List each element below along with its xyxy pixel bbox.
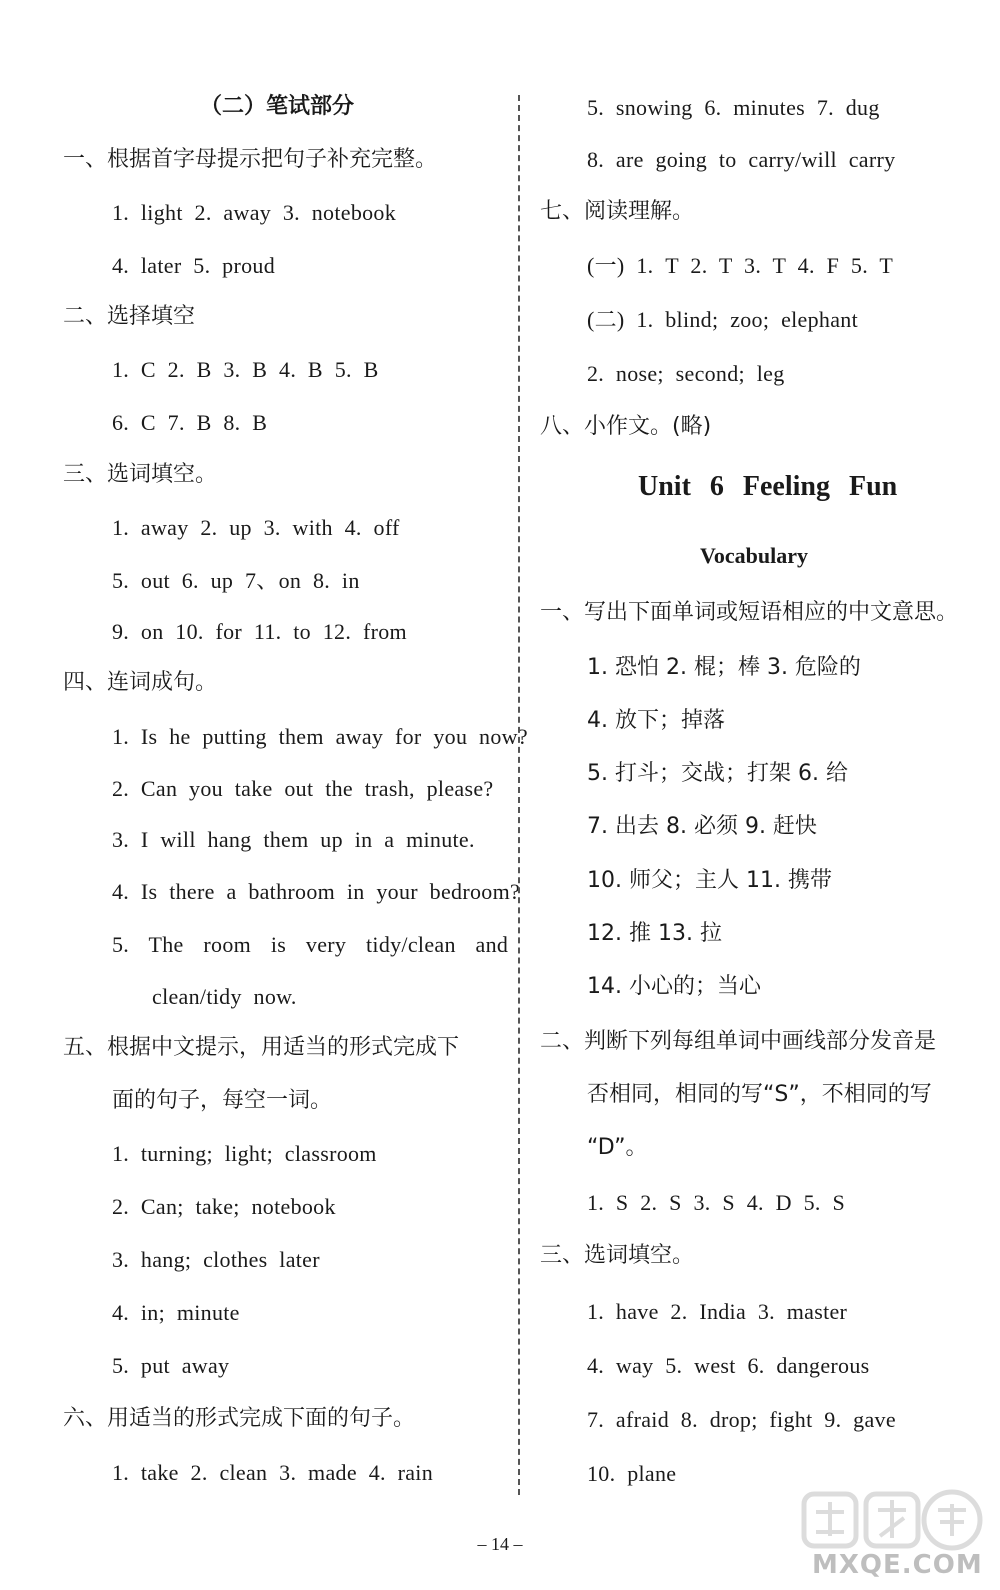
v3-heading: 三、选词填空。 [540, 1243, 695, 1268]
v2-heading: “D”。 [587, 1135, 648, 1160]
v1-answer-line: 14. 小心的；当心 [587, 974, 761, 999]
q5-answer-line: 4. in; minute [112, 1300, 240, 1325]
page-number: – 14 – [477, 1534, 523, 1554]
vocabulary-title: Vocabulary [700, 543, 808, 568]
q4-heading: 四、连词成句。 [63, 670, 218, 695]
unit-title: Unit 6 Feeling Fun [638, 471, 898, 502]
q7-answer-line: (二) 1. blind; zoo; elephant [587, 307, 858, 332]
q5-answer-line: 2. Can; take; notebook [112, 1194, 336, 1219]
v3-answer-line: 10. plane [587, 1461, 677, 1486]
q4-answer-line: 3. I will hang them up in a minute. [112, 827, 475, 852]
v1-answer-line: 12. 推 13. 拉 [587, 921, 722, 946]
q5-answer-line: 1. turning; light; classroom [112, 1141, 377, 1166]
v1-answer-line: 10. 师父；主人 11. 携带 [587, 868, 832, 893]
q7-answer-line: 2. nose; second; leg [587, 361, 785, 386]
q4-answer-line: 5. The room is very tidy/clean and [112, 932, 509, 957]
q1-heading: 一、根据首字母提示把句子补充完整。 [63, 147, 438, 172]
q2-answer-line: 6. C 7. B 8. B [112, 410, 268, 435]
q1-answer-line: 4. later 5. proud [112, 253, 276, 278]
q6-answer-line: 5. snowing 6. minutes 7. dug [587, 95, 880, 120]
v2-heading: 否相同，相同的写“S”，不相同的写 [587, 1082, 932, 1107]
q3-heading: 三、选词填空。 [63, 462, 218, 487]
q5-answer-line: 5. put away [112, 1353, 230, 1378]
column-divider [518, 95, 520, 1495]
q8-heading: 八、小作文。(略) [540, 414, 712, 439]
v1-answer-line: 5. 打斗；交战；打架 6. 给 [587, 761, 848, 786]
v3-answer-line: 4. way 5. west 6. dangerous [587, 1353, 870, 1378]
q5-heading: 面的句子，每空一词。 [112, 1088, 333, 1113]
v1-answer-line: 4. 放下；掉落 [587, 708, 725, 733]
v1-answer-line: 7. 出去 8. 必须 9. 赶快 [587, 814, 817, 839]
q3-answer-line: 9. on 10. for 11. to 12. from [112, 619, 407, 644]
q6-answer-line: 8. are going to carry/will carry [587, 147, 896, 172]
q4-answer-line: 2. Can you take out the trash, please? [112, 776, 494, 801]
q7-answer-line: (一) 1. T 2. T 3. T 4. F 5. T [587, 253, 894, 278]
watermark-url: MXQE.COM [812, 1550, 983, 1580]
q1-answer-line: 1. light 2. away 3. notebook [112, 200, 397, 225]
q3-answer-line: 5. out 6. up 7、on 8. in [112, 568, 360, 593]
q6-heading: 六、用适当的形式完成下面的句子。 [63, 1406, 416, 1431]
v3-answer-line: 1. have 2. India 3. master [587, 1299, 848, 1324]
v1-heading: 一、写出下面单词或短语相应的中文意思。 [540, 600, 959, 625]
q4-answer-line: 4. Is there a bathroom in your bedroom? [112, 879, 521, 904]
q4-answer-line: clean/tidy now. [152, 984, 297, 1009]
q3-answer-line: 1. away 2. up 3. with 4. off [112, 515, 400, 540]
q6-answer-line: 1. take 2. clean 3. made 4. rain [112, 1460, 433, 1485]
q5-heading: 五、根据中文提示，用适当的形式完成下 [63, 1035, 460, 1060]
q5-answer-line: 3. hang; clothes later [112, 1247, 320, 1272]
q7-heading: 七、阅读理解。 [540, 199, 695, 224]
q2-heading: 二、选择填空 [63, 304, 196, 329]
section-title: （二）笔试部分 [200, 94, 355, 119]
q2-answer-line: 1. C 2. B 3. B 4. B 5. B [112, 357, 379, 382]
v2-answer-line: 1. S 2. S 3. S 4. D 5. S [587, 1190, 846, 1215]
v3-answer-line: 7. afraid 8. drop; fight 9. gave [587, 1407, 896, 1432]
q4-answer-line: 1. Is he putting them away for you now? [112, 724, 528, 749]
v1-answer-line: 1. 恐怕 2. 棍；棒 3. 危险的 [587, 655, 861, 680]
v2-heading: 二、判断下列每组单词中画线部分发音是 [540, 1029, 937, 1054]
